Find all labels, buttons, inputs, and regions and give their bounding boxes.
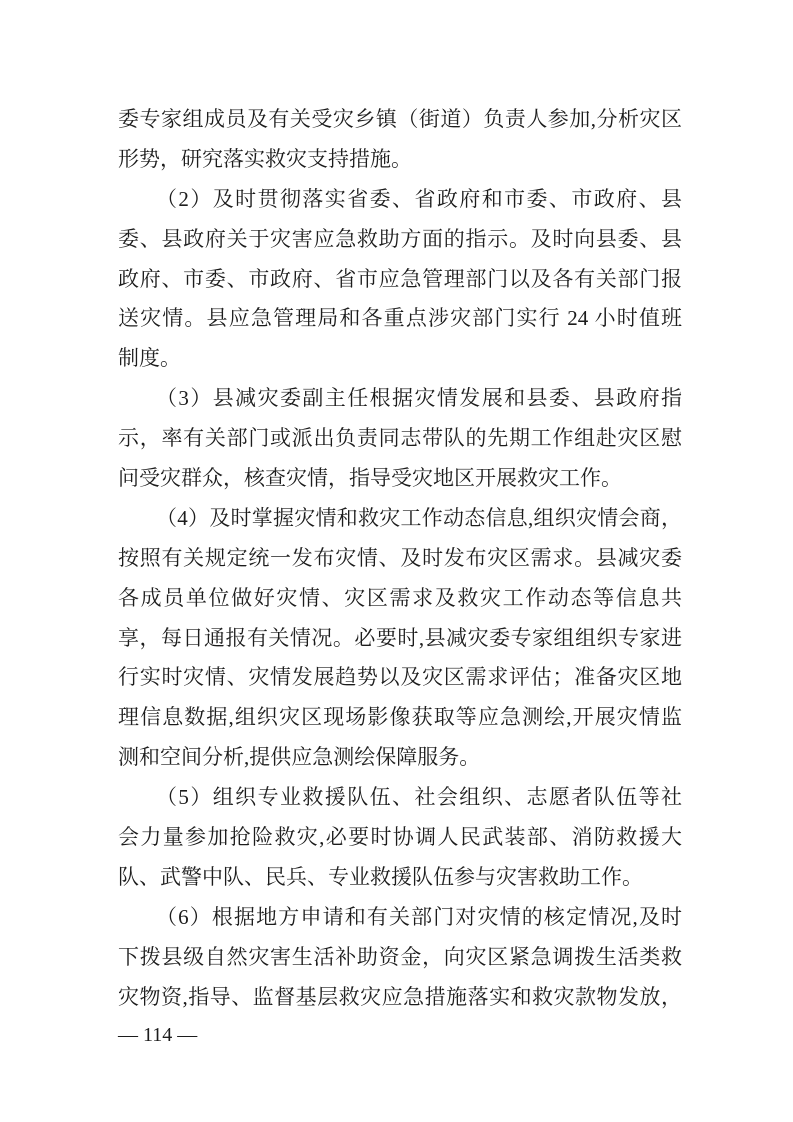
text-line: （2）及时贯彻落实省委、省政府和市委、市政府、县 [156,186,682,211]
text-line: 下拨县级自然灾害生活补助资金，向灾区紧急调拨生活类救 [118,944,682,969]
text-line: 委专家组成员及有关受灾乡镇（街道）负责人参加,分析灾区 [118,107,682,131]
text-line: 按照有关规定统一发布灾情、及时发布灾区需求。县减灾委 [118,545,682,570]
text-line: 行实时灾情、灾情发展趋势以及灾区需求评估；准备灾区地 [118,665,682,690]
page-number: — 114 — [118,1024,198,1046]
text-line: 测和空间分析,提供应急测绘保障服务。 [118,745,481,770]
text-line: 理信息数据,组织灾区现场影像获取等应急测绘,开展灾情监 [118,705,682,730]
text-line: 政府、市委、市政府、省市应急管理部门以及各有关部门报 [118,266,682,291]
text-line: 各成员单位做好灾情、灾区需求及救灾工作动态等信息共 [118,585,682,610]
text-line: 问受灾群众，核查灾情，指导受灾地区开展救灾工作。 [118,466,622,491]
text-line: 制度。 [118,346,181,371]
text-line: 形势，研究落实救灾支持措施。 [118,146,412,171]
text-line: 享，每日通报有关情况。必要时,县减灾委专家组组织专家进 [118,625,682,650]
text-line: 会力量参加抢险救灾,必要时协调人民武装部、消防救援大 [118,825,682,850]
text-line: 队、武警中队、民兵、专业救援队伍参与灾害救助工作。 [118,864,643,889]
text-line: 送灾情。县应急管理局和各重点涉灾部门实行 24 小时值班 [118,306,682,331]
text-line: 委、县政府关于灾害应急救助方面的指示。及时向县委、县 [118,226,682,251]
text-line: （3）县减灾委副主任根据灾情发展和县委、县政府指 [156,386,682,411]
document-body [118,100,682,1017]
page-footer [118,1024,197,1046]
text-line: （4）及时掌握灾情和救灾工作动态信息,组织灾情会商， [156,505,682,530]
text-line: 灾物资,指导、监督基层救灾应急措施落实和救灾款物发放， [118,984,682,1009]
text-line: （5）组织专业救援队伍、社会组织、志愿者队伍等社 [156,785,682,810]
text-line: 示，率有关部门或派出负责同志带队的先期工作组赴灾区慰 [118,426,682,451]
text-line: （6）根据地方申请和有关部门对灾情的核定情况,及时 [156,904,682,929]
